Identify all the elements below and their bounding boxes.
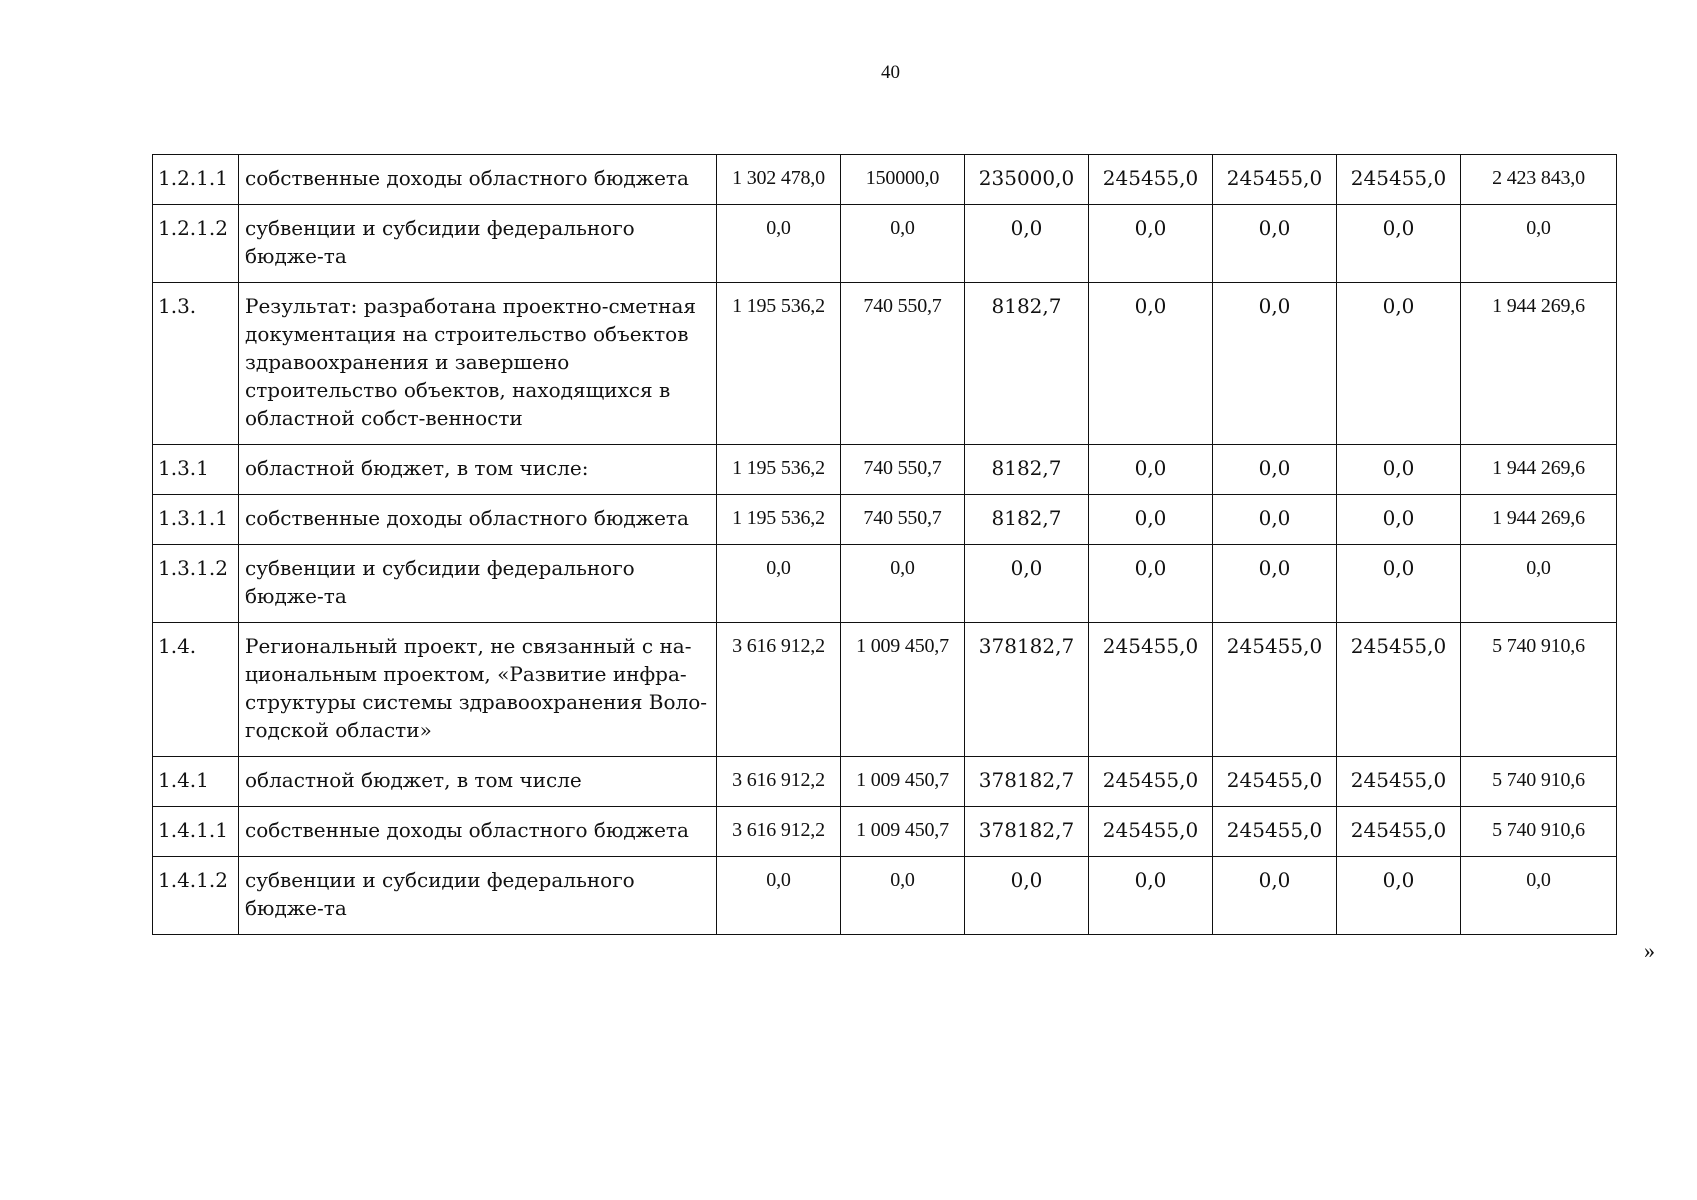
value-cell: 235000,0 xyxy=(965,155,1089,205)
value-cell: 740 550,7 xyxy=(841,445,965,495)
value-cell: 2 423 843,0 xyxy=(1461,155,1617,205)
row-code: 1.2.1.2 xyxy=(153,205,239,283)
value-cell: 245455,0 xyxy=(1213,155,1337,205)
value-cell: 5 740 910,6 xyxy=(1461,757,1617,807)
value-cell: 0,0 xyxy=(1337,545,1461,623)
value-cell: 0,0 xyxy=(1461,857,1617,935)
row-code: 1.4. xyxy=(153,623,239,757)
value-cell: 0,0 xyxy=(1461,545,1617,623)
closing-quote-mark: » xyxy=(1644,938,1655,963)
table-row xyxy=(153,155,1617,205)
value-cell: 378182,7 xyxy=(965,807,1089,857)
value-cell: 0,0 xyxy=(1213,283,1337,445)
row-description: собственные доходы областного бюджета xyxy=(239,807,717,857)
table-row xyxy=(153,495,1617,545)
value-cell: 378182,7 xyxy=(965,623,1089,757)
value-cell: 0,0 xyxy=(965,545,1089,623)
value-cell: 8182,7 xyxy=(965,495,1089,545)
budget-table xyxy=(152,154,1617,935)
row-description: областной бюджет, в том числе xyxy=(239,757,717,807)
value-cell: 1 944 269,6 xyxy=(1461,283,1617,445)
value-cell: 0,0 xyxy=(1089,283,1213,445)
value-cell: 245455,0 xyxy=(1213,807,1337,857)
value-cell: 0,0 xyxy=(1337,283,1461,445)
row-code: 1.4.1 xyxy=(153,757,239,807)
page-number: 40 xyxy=(881,62,900,83)
value-cell: 8182,7 xyxy=(965,445,1089,495)
value-cell: 0,0 xyxy=(1337,857,1461,935)
value-cell: 0,0 xyxy=(1089,205,1213,283)
row-description: собственные доходы областного бюджета xyxy=(239,495,717,545)
value-cell: 1 944 269,6 xyxy=(1461,445,1617,495)
value-cell: 0,0 xyxy=(841,205,965,283)
table-row xyxy=(153,205,1617,283)
row-code: 1.4.1.2 xyxy=(153,857,239,935)
value-cell: 0,0 xyxy=(841,545,965,623)
value-cell: 3 616 912,2 xyxy=(717,807,841,857)
value-cell: 8182,7 xyxy=(965,283,1089,445)
value-cell: 0,0 xyxy=(1089,495,1213,545)
value-cell: 0,0 xyxy=(717,205,841,283)
value-cell: 245455,0 xyxy=(1089,623,1213,757)
value-cell: 1 195 536,2 xyxy=(717,283,841,445)
row-description: субвенции и субсидии федерального бюдже-та xyxy=(239,545,717,623)
value-cell: 740 550,7 xyxy=(841,495,965,545)
value-cell: 0,0 xyxy=(1213,545,1337,623)
value-cell: 0,0 xyxy=(1337,495,1461,545)
value-cell: 0,0 xyxy=(1213,495,1337,545)
row-description: областной бюджет, в том числе: xyxy=(239,445,717,495)
row-description: субвенции и субсидии федерального бюдже-та xyxy=(239,205,717,283)
table-row xyxy=(153,807,1617,857)
value-cell: 245455,0 xyxy=(1337,155,1461,205)
value-cell: 245455,0 xyxy=(1337,623,1461,757)
value-cell: 3 616 912,2 xyxy=(717,623,841,757)
table-row xyxy=(153,857,1617,935)
value-cell: 1 195 536,2 xyxy=(717,445,841,495)
table-row xyxy=(153,623,1617,757)
row-code: 1.3.1 xyxy=(153,445,239,495)
row-code: 1.4.1.1 xyxy=(153,807,239,857)
value-cell: 0,0 xyxy=(1337,445,1461,495)
value-cell: 378182,7 xyxy=(965,757,1089,807)
value-cell: 245455,0 xyxy=(1337,757,1461,807)
value-cell: 1 009 450,7 xyxy=(841,623,965,757)
value-cell: 1 009 450,7 xyxy=(841,807,965,857)
row-code: 1.3. xyxy=(153,283,239,445)
value-cell: 1 944 269,6 xyxy=(1461,495,1617,545)
value-cell: 0,0 xyxy=(965,857,1089,935)
value-cell: 0,0 xyxy=(717,545,841,623)
row-code: 1.2.1.1 xyxy=(153,155,239,205)
value-cell: 245455,0 xyxy=(1089,757,1213,807)
value-cell: 0,0 xyxy=(1213,445,1337,495)
value-cell: 0,0 xyxy=(1089,857,1213,935)
value-cell: 245455,0 xyxy=(1089,807,1213,857)
value-cell: 5 740 910,6 xyxy=(1461,623,1617,757)
value-cell: 0,0 xyxy=(717,857,841,935)
value-cell: 0,0 xyxy=(1337,205,1461,283)
value-cell: 0,0 xyxy=(1461,205,1617,283)
row-description: собственные доходы областного бюджета xyxy=(239,155,717,205)
value-cell: 150000,0 xyxy=(841,155,965,205)
value-cell: 1 195 536,2 xyxy=(717,495,841,545)
value-cell: 3 616 912,2 xyxy=(717,757,841,807)
row-description: субвенции и субсидии федерального бюдже-та xyxy=(239,857,717,935)
table-row xyxy=(153,545,1617,623)
value-cell: 1 009 450,7 xyxy=(841,757,965,807)
table-row xyxy=(153,757,1617,807)
row-description: Региональный проект, не связанный с на-циональным проектом, «Развитие инфра-структуры системы здравоохранения Воло-годской области» xyxy=(239,623,717,757)
value-cell: 740 550,7 xyxy=(841,283,965,445)
row-code: 1.3.1.1 xyxy=(153,495,239,545)
value-cell: 0,0 xyxy=(1213,205,1337,283)
row-description: Результат: разработана проектно-сметная документация на строительство объектов здравоохранения и завершено строительство объектов, находящихся в областной собст-венности xyxy=(239,283,717,445)
value-cell: 245455,0 xyxy=(1337,807,1461,857)
value-cell: 0,0 xyxy=(841,857,965,935)
value-cell: 0,0 xyxy=(1213,857,1337,935)
value-cell: 1 302 478,0 xyxy=(717,155,841,205)
value-cell: 5 740 910,6 xyxy=(1461,807,1617,857)
table-row xyxy=(153,283,1617,445)
value-cell: 0,0 xyxy=(965,205,1089,283)
value-cell: 245455,0 xyxy=(1213,757,1337,807)
table-row xyxy=(153,445,1617,495)
value-cell: 0,0 xyxy=(1089,445,1213,495)
value-cell: 0,0 xyxy=(1089,545,1213,623)
row-code: 1.3.1.2 xyxy=(153,545,239,623)
value-cell: 245455,0 xyxy=(1089,155,1213,205)
value-cell: 245455,0 xyxy=(1213,623,1337,757)
table-body xyxy=(153,155,1617,935)
